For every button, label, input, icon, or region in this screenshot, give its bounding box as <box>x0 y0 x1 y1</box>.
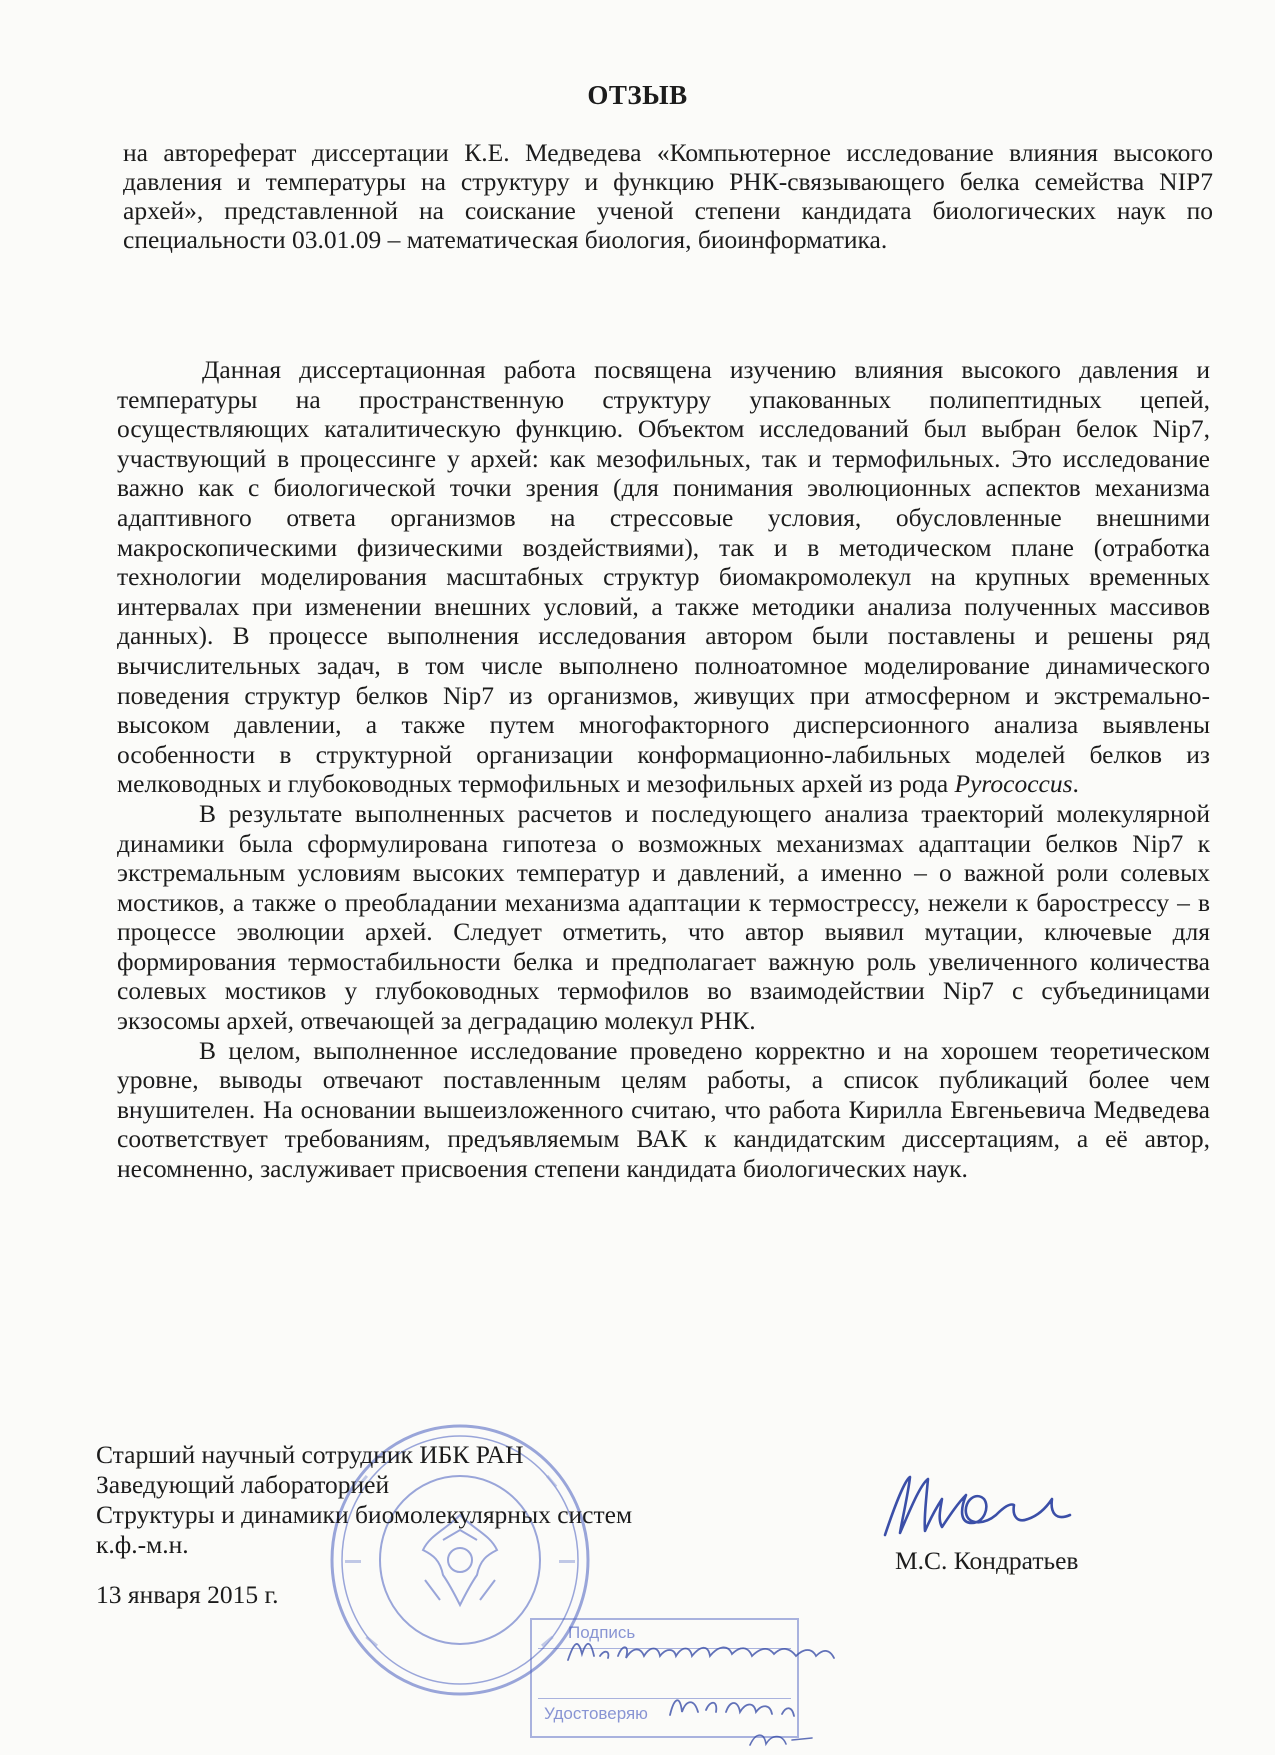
document-title: ОТЗЫВ <box>587 80 688 110</box>
review-body <box>117 355 1210 1184</box>
review-subject: на автореферат диссертации К.Е. Медведева «Компьютерное исследование влияния высокого давления и температуры на структуру и функцию РНК-связывающего белка семейства NIP7 архей», представленной на соискание ученой степени кандидата биологических наук по специальности 03.01.09 – математическая биология, биоинформатика. <box>123 138 1213 254</box>
signatory-block <box>96 1440 632 1560</box>
document-date: 13 января 2015 г. <box>96 1580 279 1609</box>
handwritten-signature <box>880 1465 1080 1550</box>
paragraph-2: В результате выполненных расчетов и последующего анализа траекторий молекулярной динамики была сформулирована гипотеза о возможных механизмах адаптации белков Nip7 к экстремальным условиям высоких температур и давлений, а именно – о важной роли солевых мостиков, а также о преобладании механизма адаптации к термострессу, нежели к барострессу – в процессе эволюции архей. Следует отметить, что автор выявил мутации, ключевые для формирования термостабильности белка и предполагает важную роль увеличенного количества солевых мостиков у глубоководных термофилов во взаимодействии Nip7 с субъединицами экзосомы архей, отвечающей за деградацию молекул РНК. <box>117 798 1210 1036</box>
position-line-2: Заведующий лабораторией <box>96 1470 390 1499</box>
stamp-handwriting <box>560 1620 890 1755</box>
paragraph-1-text: Данная диссертационная работа посвящена изучению влияния высокого давления и температуры на пространственную структуру упакованных полипептидных цепей, осуществляющих каталитическую функцию. Объектом исследований был выбран белок Nip7, участвующий в процессинге у архей: как мезофильных, так и термофильных. Это исследование важно как с биологической точки зрения (для понимания эволюционных аспектов механизма адаптивного ответа организмов на стрессовые условия, обусловленные внешними макроскопическими физическими воздействиями), так и в методическом плане (отработка технологии моделирования масштабных структур биомакромолекул на крупных временных интервалах при изменении внешних условий, а также методики анализа полученных массивов данных). В процессе выполнения исследования автором были поставлены и решены ряд вычислительных задач, в том числе выполнено полноатомное моделирование динамического поведения структур белков Nip7 из организмов, живущих при атмосферном и экстремально-высоком давлении, а также путем многофакторного дисперсионного анализа выявлены особенности в структурной организации конформационно-лабильных моделей белков из мелководных и глубоководных термофильных и мезофильных архей из рода <box>117 355 1210 799</box>
position-line-3: Структуры и динамики биомолекулярных систем <box>96 1500 633 1529</box>
paragraph-1-end: . <box>1072 769 1079 799</box>
signatory-name: М.С. Кондратьев <box>895 1546 1079 1575</box>
genus-name: Pyrococcus <box>954 769 1073 799</box>
paragraph-1 <box>117 355 1210 799</box>
position-line-1: Старший научный сотрудник ИБК РАН <box>96 1440 524 1469</box>
paragraph-3: В целом, выполненное исследование проведено корректно и на хорошем теоретическом уровне, выводы отвечают поставленным целям работы, а список публикаций более чем внушителен. На основании вышеизложенного считаю, что работа Кирилла Евгеньевича Медведева соответствует требованиям, предъявляемым ВАК к кандидатским диссертациям, а её автор, несомненно, заслуживает присвоения степени кандидата биологических наук. <box>117 1035 1210 1184</box>
academic-degree: к.ф.-м.н. <box>96 1530 189 1559</box>
stamp-certify-label: Удостоверяю <box>544 1704 648 1723</box>
stamp-title: Подпись <box>568 1623 636 1642</box>
